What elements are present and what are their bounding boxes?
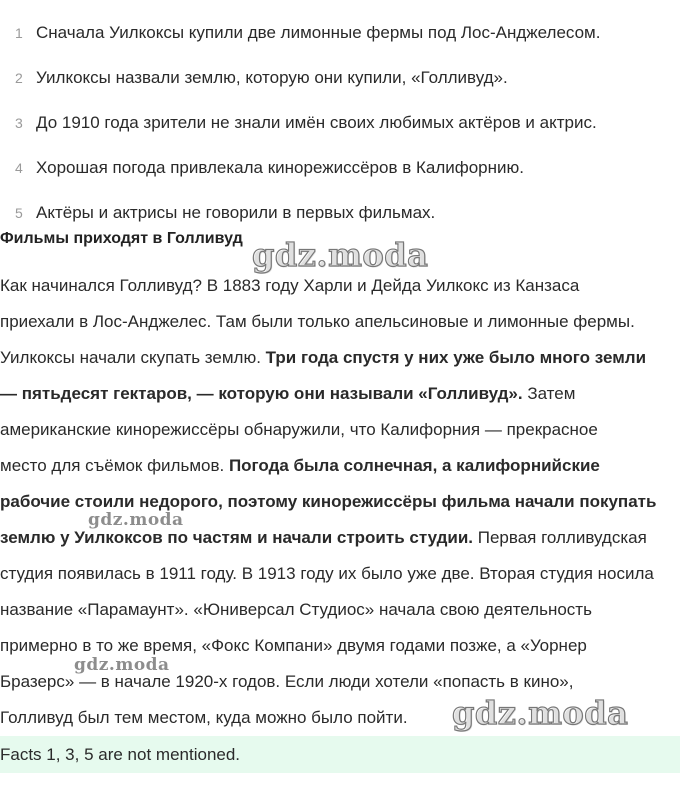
body-line — [0, 448, 680, 484]
body-text: место для съёмок фильмов. — [0, 456, 229, 475]
body-text: Первая голливудская — [473, 528, 647, 547]
item-text: До 1910 года зрители не знали имён своих любимых актёров и актрис. — [36, 112, 597, 132]
list-item — [0, 55, 680, 100]
item-number: 4 — [15, 159, 23, 176]
body-line — [0, 556, 680, 592]
body-text: Бразерс» — в начале 1920-х годов. Если люди хотели «попасть в кино», — [0, 672, 574, 691]
section-title: Фильмы приходят в Голливуд — [0, 230, 243, 247]
body-line — [0, 412, 680, 448]
statements-list — [0, 10, 680, 235]
highlighted-text: Погода была солнечная, а калифорнийские — [228, 456, 600, 475]
item-text: Уилкоксы назвали землю, которую они купили, «Голливуд». — [36, 67, 508, 87]
list-item — [0, 10, 680, 55]
body-text: студия появилась в 1911 году. В 1913 году их было уже две. Вторая студия носила — [0, 564, 654, 583]
body-text: приехали в Лос-Анджелес. Там были только апельсиновые и лимонные фермы. — [0, 312, 635, 331]
item-number: 5 — [15, 204, 23, 221]
item-number: 1 — [15, 24, 23, 41]
body-text: Затем — [522, 384, 576, 403]
body-text: американские кинорежиссёры обнаружили, что Калифорния — прекрасное — [0, 420, 598, 439]
highlighted-text: — пятьдесят гектаров, — которую они называли «Голливуд». — [0, 384, 523, 403]
item-number: 3 — [15, 114, 23, 131]
watermark-logo: gdz.moda — [74, 655, 170, 675]
highlighted-text: рабочие стоили недорого, поэтому кинорежиссёры фильма начали покупать — [0, 492, 657, 511]
watermark-logo: gdz.moda — [452, 694, 629, 732]
answer-box: Facts 1, 3, 5 are not mentioned. — [0, 736, 680, 773]
highlighted-text: землю у Уилкоксов по частям и начали строить студии. — [0, 528, 474, 547]
list-item — [0, 190, 680, 235]
body-line — [0, 340, 680, 376]
highlighted-text: Три года спустя у них уже было много земли — [265, 348, 647, 367]
body-text: Уилкоксы начали скупать землю. — [0, 348, 266, 367]
body-text: примерно в то же время, «Фокс Компани» двумя годами позже, а «Уорнер — [0, 636, 587, 655]
body-line — [0, 304, 680, 340]
body-text: название «Парамаунт». «Юниверсал Студиос» начала свою деятельность — [0, 600, 592, 619]
watermark-logo: gdz.moda — [88, 510, 184, 530]
body-line — [0, 592, 680, 628]
item-text: Сначала Уилкоксы купили две лимонные фермы под Лос-Анджелесом. — [36, 22, 601, 42]
watermark-logo: gdz.moda — [252, 236, 429, 274]
list-item — [0, 145, 680, 190]
item-text: Хорошая погода привлекала кинорежиссёров в Калифорнию. — [36, 157, 524, 177]
list-item — [0, 100, 680, 145]
body-text: Как начинался Голливуд? В 1883 году Харли и Дейда Уилкокс из Канзаса — [0, 276, 580, 295]
item-number: 2 — [15, 69, 23, 86]
body-line — [0, 376, 680, 412]
item-text: Актёры и актрисы не говорили в первых фильмах. — [36, 202, 436, 222]
body-text: Голливуд был тем местом, куда можно было пойти. — [0, 708, 408, 727]
